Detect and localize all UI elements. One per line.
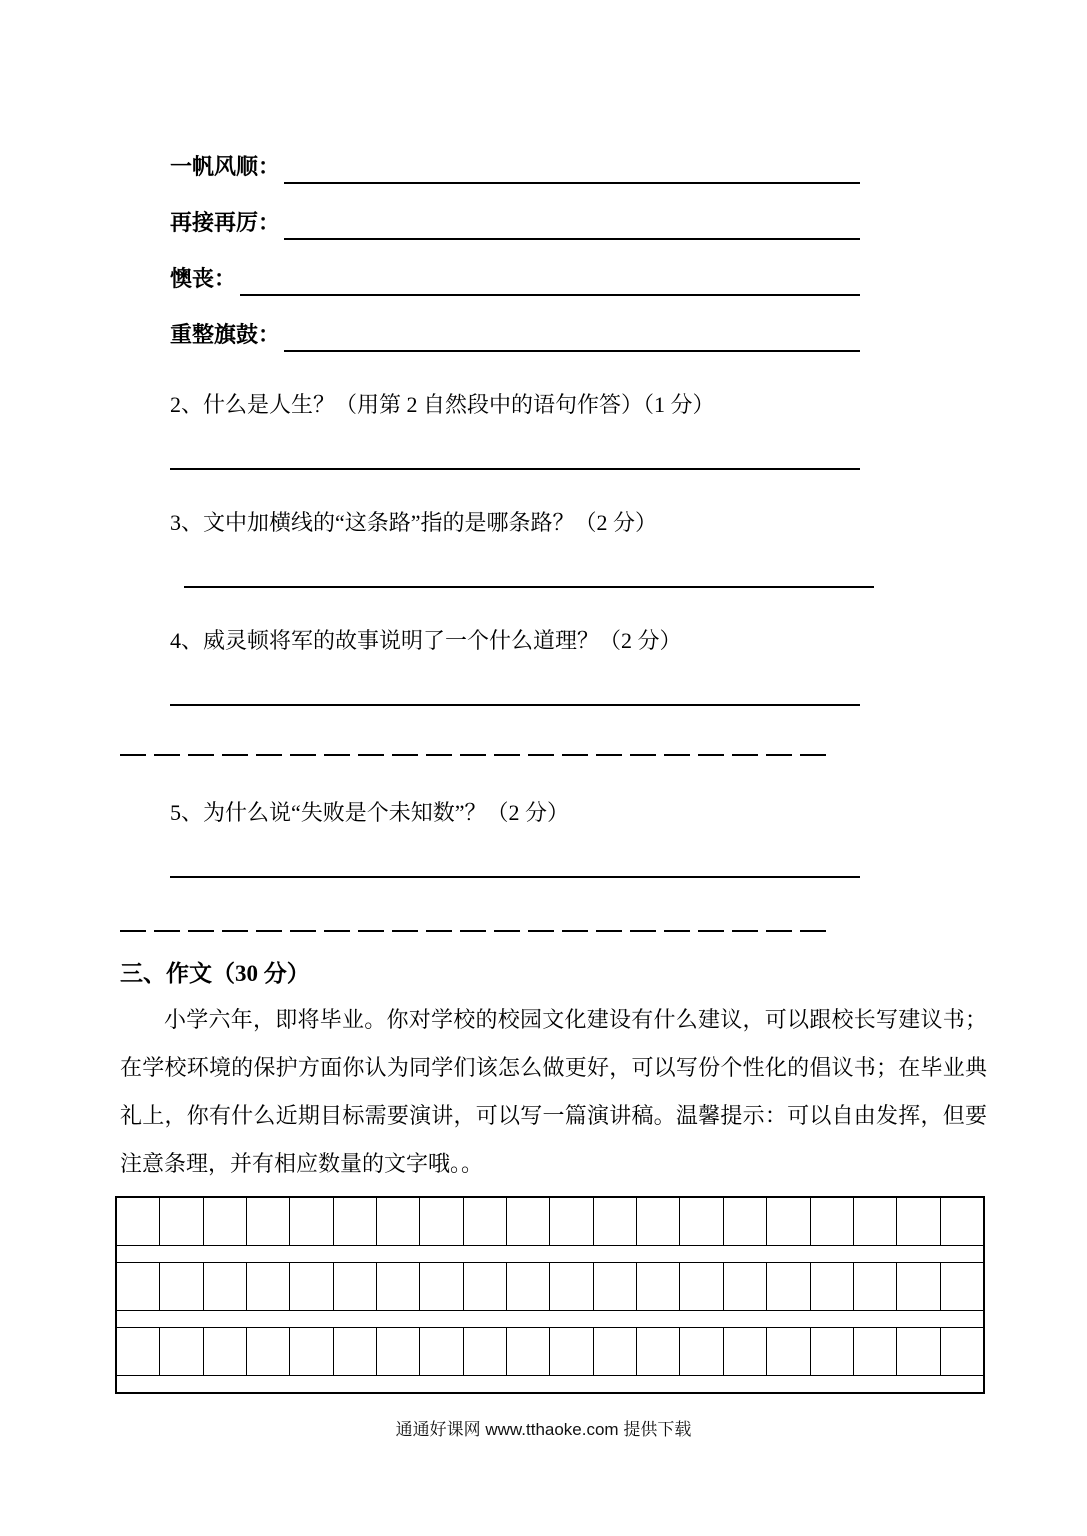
vocab-item <box>120 296 860 352</box>
grid-cell <box>854 1198 897 1245</box>
grid-cell <box>420 1328 463 1375</box>
question-text: 4、威灵顿将军的故事说明了一个什么道理？（2 分） <box>170 628 682 653</box>
grid-cell <box>550 1328 593 1375</box>
answer-line <box>170 828 860 878</box>
grid-cell <box>594 1198 637 1245</box>
grid-cell <box>594 1263 637 1310</box>
grid-cell <box>247 1263 290 1310</box>
vocab-item <box>120 184 860 240</box>
vocab-label: 懊丧： <box>170 266 237 291</box>
vocab-label: 重整旗鼓： <box>170 322 281 347</box>
grid-cell <box>507 1328 550 1375</box>
grid-cell <box>247 1328 290 1375</box>
grid-spacer-row <box>117 1246 983 1263</box>
grid-cell <box>464 1263 507 1310</box>
grid-cell <box>204 1198 247 1245</box>
grid-cell <box>160 1263 203 1310</box>
grid-cell <box>811 1328 854 1375</box>
grid-cell <box>767 1263 810 1310</box>
question-text: 5、为什么说“失败是个未知数”？（2 分） <box>170 800 570 825</box>
grid-cell <box>854 1263 897 1310</box>
grid-cell <box>377 1263 420 1310</box>
grid-cell <box>420 1263 463 1310</box>
grid-cell <box>507 1198 550 1245</box>
grid-cell <box>160 1198 203 1245</box>
question-text: 3、文中加横线的“这条路”指的是哪条路？（2 分） <box>170 510 658 535</box>
grid-cell <box>811 1263 854 1310</box>
grid-cell <box>550 1198 593 1245</box>
grid-cell <box>724 1198 767 1245</box>
grid-cell <box>377 1198 420 1245</box>
essay-section-heading: 三、作文（30 分） <box>120 961 310 986</box>
footer-text: 通通好课网 www.tthaoke.com 提供下载 <box>395 1420 692 1439</box>
grid-cell <box>160 1328 203 1375</box>
grid-cell <box>897 1263 940 1310</box>
grid-cell <box>637 1263 680 1310</box>
question-text: 2、什么是人生？（用第 2 自然段中的语句作答）（1 分） <box>170 392 715 417</box>
grid-cell <box>897 1198 940 1245</box>
vocab-answer-line <box>240 265 860 296</box>
grid-cell <box>897 1328 940 1375</box>
grid-cell <box>117 1198 160 1245</box>
grid-cell <box>204 1328 247 1375</box>
grid-cell <box>507 1263 550 1310</box>
grid-spacer-row <box>117 1376 983 1392</box>
grid-cell <box>811 1198 854 1245</box>
grid-spacer-row <box>117 1311 983 1328</box>
vocab-label: 一帆风顺： <box>170 154 281 179</box>
grid-cell <box>767 1198 810 1245</box>
vocab-item <box>120 128 860 184</box>
vocab-answer-line <box>284 321 860 352</box>
vocab-label: 再接再厉： <box>170 210 281 235</box>
grid-cell <box>767 1328 810 1375</box>
grid-cell <box>290 1328 333 1375</box>
grid-cell <box>334 1198 377 1245</box>
grid-cell <box>420 1198 463 1245</box>
grid-cell <box>680 1198 723 1245</box>
grid-cell <box>464 1198 507 1245</box>
answer-line <box>184 538 874 588</box>
grid-cell <box>637 1328 680 1375</box>
grid-cell <box>117 1263 160 1310</box>
answer-line <box>170 656 860 706</box>
grid-cell <box>290 1198 333 1245</box>
grid-cell <box>247 1198 290 1245</box>
vocab-answer-line <box>284 209 860 240</box>
grid-cell <box>941 1328 983 1375</box>
grid-cell <box>117 1328 160 1375</box>
grid-row <box>117 1263 983 1311</box>
grid-cell <box>594 1328 637 1375</box>
vocab-item <box>120 240 860 296</box>
grid-row <box>117 1328 983 1376</box>
grid-row <box>117 1198 983 1246</box>
grid-cell <box>941 1198 983 1245</box>
grid-cell <box>637 1198 680 1245</box>
questions-column <box>120 128 860 932</box>
grid-cell <box>334 1328 377 1375</box>
grid-cell <box>724 1328 767 1375</box>
grid-cell <box>290 1263 333 1310</box>
grid-cell <box>680 1328 723 1375</box>
answer-line <box>170 420 860 470</box>
grid-cell <box>204 1263 247 1310</box>
grid-cell <box>854 1328 897 1375</box>
grid-cell <box>377 1328 420 1375</box>
vocab-answer-line <box>284 153 860 184</box>
grid-cell <box>680 1263 723 1310</box>
grid-cell <box>941 1263 983 1310</box>
dashed-separator <box>120 930 830 932</box>
grid-cell <box>464 1328 507 1375</box>
essay-prompt: 小学六年，即将毕业。你对学校的校园文化建设有什么建议，可以跟校长写建议书；在学校环境的保护方面你认为同学们该怎么做更好，可以写份个性化的倡议书；在毕业典礼上，你有什么近期目标需要演讲，可以写一篇演讲稿。温馨提示：可以自由发挥，但要注意条理，并有相应数量的文字哦。。 <box>120 1007 987 1176</box>
composition-grid <box>115 1196 985 1394</box>
grid-cell <box>334 1263 377 1310</box>
grid-cell <box>550 1263 593 1310</box>
dashed-separator <box>120 754 830 756</box>
grid-cell <box>724 1263 767 1310</box>
